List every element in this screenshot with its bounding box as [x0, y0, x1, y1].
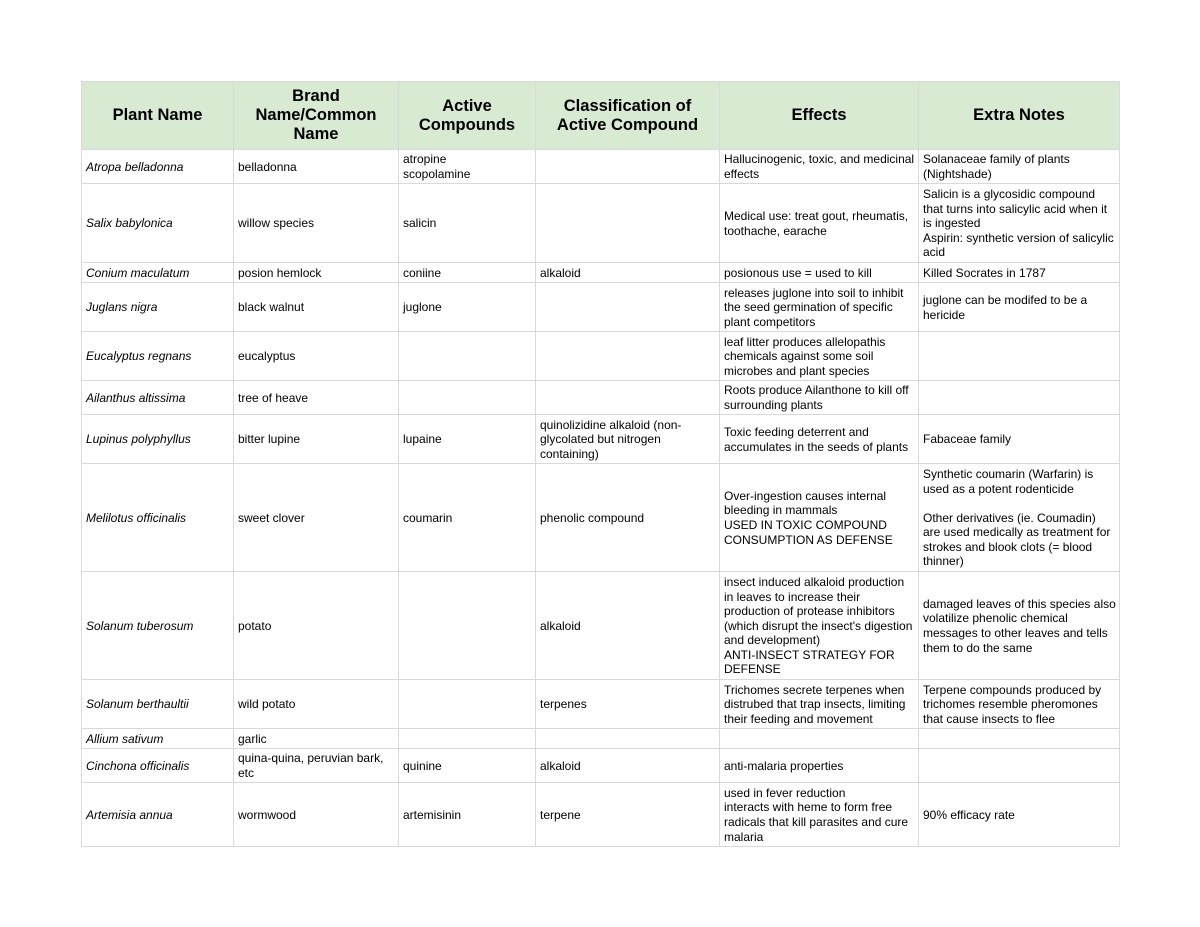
cell-effects[interactable]: used in fever reduction interacts with heme to form free radicals that kill parasites and cure malaria [720, 783, 919, 847]
cell-common-name[interactable]: bitter lupine [234, 415, 399, 464]
cell-extra-notes[interactable] [919, 332, 1120, 381]
cell-extra-notes[interactable]: Fabaceae family [919, 415, 1120, 464]
header-classification[interactable]: Classification of Active Compound [536, 82, 720, 150]
cell-active-compounds[interactable]: atropine scopolamine [399, 150, 536, 184]
header-extra-notes[interactable]: Extra Notes [919, 82, 1120, 150]
cell-plant-name[interactable]: Artemisia annua [82, 783, 234, 847]
cell-active-compounds[interactable]: quinine [399, 749, 536, 783]
table-row [82, 381, 1120, 415]
table-row [82, 572, 1120, 680]
table-row [82, 783, 1120, 847]
header-row [82, 82, 1120, 150]
cell-classification[interactable]: terpenes [536, 680, 720, 729]
header-effects[interactable]: Effects [720, 82, 919, 150]
cell-classification[interactable] [536, 332, 720, 381]
cell-classification[interactable]: alkaloid [536, 263, 720, 283]
cell-plant-name[interactable]: Atropa belladonna [82, 150, 234, 184]
cell-classification[interactable]: alkaloid [536, 572, 720, 680]
cell-common-name[interactable]: quina-quina, peruvian bark, etc [234, 749, 399, 783]
cell-effects[interactable] [720, 729, 919, 749]
cell-common-name[interactable]: garlic [234, 729, 399, 749]
table-row [82, 263, 1120, 283]
cell-plant-name[interactable]: Lupinus polyphyllus [82, 415, 234, 464]
cell-common-name[interactable]: potato [234, 572, 399, 680]
cell-effects[interactable]: Trichomes secrete terpenes when distrubed that trap insects, limiting their feeding and movement [720, 680, 919, 729]
cell-classification[interactable] [536, 150, 720, 184]
table-row [82, 150, 1120, 184]
cell-classification[interactable]: alkaloid [536, 749, 720, 783]
cell-extra-notes[interactable] [919, 749, 1120, 783]
cell-extra-notes[interactable]: Killed Socrates in 1787 [919, 263, 1120, 283]
table-row [82, 332, 1120, 381]
table-header [82, 82, 1120, 150]
cell-active-compounds[interactable]: coniine [399, 263, 536, 283]
cell-effects[interactable]: insect induced alkaloid production in leaves to increase their production of protease inhibitors (which disrupt the insect's digestion and development) ANTI-INSECT STRATEGY FOR DEFENSE [720, 572, 919, 680]
plant-compounds-table [81, 81, 1120, 847]
cell-common-name[interactable]: posion hemlock [234, 263, 399, 283]
cell-active-compounds[interactable] [399, 729, 536, 749]
cell-active-compounds[interactable]: coumarin [399, 464, 536, 572]
cell-classification[interactable] [536, 381, 720, 415]
cell-common-name[interactable]: eucalyptus [234, 332, 399, 381]
cell-common-name[interactable]: willow species [234, 184, 399, 263]
cell-plant-name[interactable]: Solanum berthaultii [82, 680, 234, 729]
cell-extra-notes[interactable]: Solanaceae family of plants (Nightshade) [919, 150, 1120, 184]
cell-effects[interactable]: Roots produce Ailanthone to kill off surrounding plants [720, 381, 919, 415]
cell-extra-notes[interactable]: juglone can be modifed to be a hericide [919, 283, 1120, 332]
cell-plant-name[interactable]: Conium maculatum [82, 263, 234, 283]
header-plant-name[interactable]: Plant Name [82, 82, 234, 150]
cell-active-compounds[interactable]: salicin [399, 184, 536, 263]
cell-extra-notes[interactable]: Terpene compounds produced by trichomes resemble pheromones that cause insects to flee [919, 680, 1120, 729]
cell-active-compounds[interactable] [399, 332, 536, 381]
cell-classification[interactable]: quinolizidine alkaloid (non-glycolated but nitrogen containing) [536, 415, 720, 464]
cell-plant-name[interactable]: Salix babylonica [82, 184, 234, 263]
cell-active-compounds[interactable] [399, 680, 536, 729]
cell-effects[interactable]: posionous use = used to kill [720, 263, 919, 283]
cell-active-compounds[interactable]: juglone [399, 283, 536, 332]
cell-effects[interactable]: Toxic feeding deterrent and accumulates in the seeds of plants [720, 415, 919, 464]
cell-plant-name[interactable]: Allium sativum [82, 729, 234, 749]
table-row [82, 415, 1120, 464]
cell-effects[interactable]: leaf litter produces allelopathis chemicals against some soil microbes and plant species [720, 332, 919, 381]
cell-plant-name[interactable]: Eucalyptus regnans [82, 332, 234, 381]
cell-effects[interactable]: Medical use: treat gout, rheumatis, toothache, earache [720, 184, 919, 263]
cell-extra-notes[interactable]: 90% efficacy rate [919, 783, 1120, 847]
cell-common-name[interactable]: tree of heave [234, 381, 399, 415]
table-row [82, 680, 1120, 729]
cell-plant-name[interactable]: Ailanthus altissima [82, 381, 234, 415]
table-row [82, 749, 1120, 783]
table-body [82, 150, 1120, 847]
cell-common-name[interactable]: wormwood [234, 783, 399, 847]
cell-plant-name[interactable]: Cinchona officinalis [82, 749, 234, 783]
cell-effects[interactable]: Over-ingestion causes internal bleeding in mammals USED IN TOXIC COMPOUND CONSUMPTION AS DEFENSE [720, 464, 919, 572]
cell-classification[interactable] [536, 283, 720, 332]
table-row [82, 283, 1120, 332]
cell-plant-name[interactable]: Solanum tuberosum [82, 572, 234, 680]
cell-plant-name[interactable]: Juglans nigra [82, 283, 234, 332]
cell-classification[interactable]: terpene [536, 783, 720, 847]
cell-effects[interactable]: anti-malaria properties [720, 749, 919, 783]
cell-plant-name[interactable]: Melilotus officinalis [82, 464, 234, 572]
cell-active-compounds[interactable] [399, 572, 536, 680]
cell-active-compounds[interactable]: lupaine [399, 415, 536, 464]
cell-effects[interactable]: Hallucinogenic, toxic, and medicinal effects [720, 150, 919, 184]
cell-common-name[interactable]: sweet clover [234, 464, 399, 572]
cell-classification[interactable] [536, 184, 720, 263]
cell-classification[interactable]: phenolic compound [536, 464, 720, 572]
cell-extra-notes[interactable]: damaged leaves of this species also volatilize phenolic chemical messages to other leaves and tells them to do the same [919, 572, 1120, 680]
cell-common-name[interactable]: black walnut [234, 283, 399, 332]
cell-active-compounds[interactable] [399, 381, 536, 415]
cell-extra-notes[interactable] [919, 729, 1120, 749]
cell-active-compounds[interactable]: artemisinin [399, 783, 536, 847]
cell-extra-notes[interactable]: Synthetic coumarin (Warfarin) is used as a potent rodenticide Other derivatives (ie. Coumadin) are used medically as treatment for strokes and blook clots (= blood thinner) [919, 464, 1120, 572]
cell-classification[interactable] [536, 729, 720, 749]
cell-effects[interactable]: releases juglone into soil to inhibit the seed germination of specific plant competitors [720, 283, 919, 332]
table-row [82, 184, 1120, 263]
cell-common-name[interactable]: belladonna [234, 150, 399, 184]
cell-extra-notes[interactable]: Salicin is a glycosidic compound that turns into salicylic acid when it is ingested Aspirin: synthetic version of salicylic acid [919, 184, 1120, 263]
header-active-compounds[interactable]: Active Compounds [399, 82, 536, 150]
table-row [82, 464, 1120, 572]
table-row [82, 729, 1120, 749]
header-common-name[interactable]: Brand Name/Common Name [234, 82, 399, 150]
cell-extra-notes[interactable] [919, 381, 1120, 415]
cell-common-name[interactable]: wild potato [234, 680, 399, 729]
